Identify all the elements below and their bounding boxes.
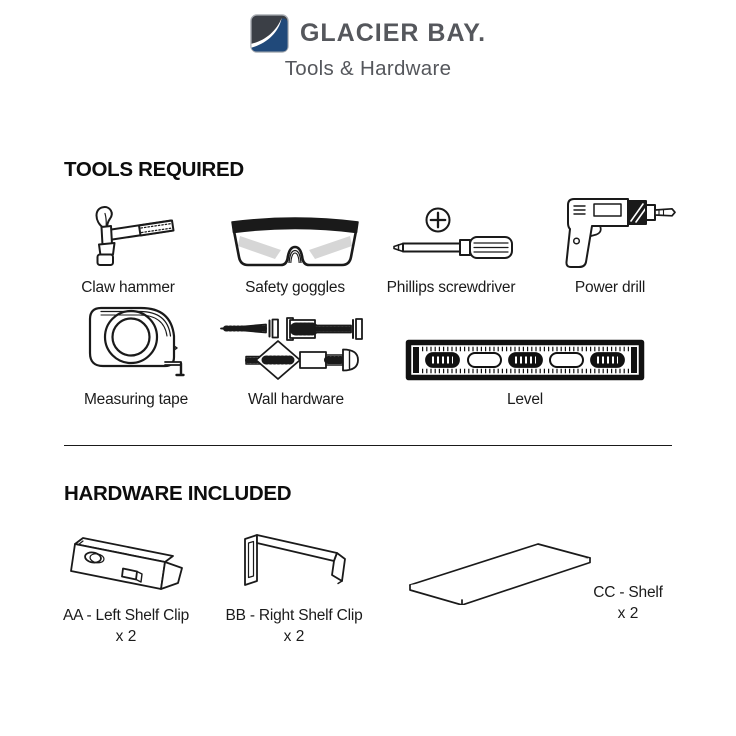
tool-safety-goggles [222,196,368,297]
tool-label: Safety goggles [245,279,345,296]
safety-goggles-icon-box [222,196,368,270]
hardware-label: AA - Left Shelf Clip [62,607,190,624]
hardware-qty: x 2 [115,628,137,645]
page-title: Tools & Hardware [284,57,452,80]
section-divider [64,445,672,446]
right-shelf-clip-icon-box [226,530,362,598]
tool-label: Phillips screwdriver [386,279,516,296]
claw-hammer-icon-box [70,196,186,270]
tool-label: Claw hammer [81,279,175,296]
glacier-bay-logo-icon [250,14,289,53]
tool-wall-hardware [216,300,376,409]
hardware-qty: x 2 [283,628,305,645]
tool-measuring-tape [80,300,192,409]
tool-label: Level [506,391,544,408]
tool-label: Wall hardware [248,391,344,408]
wall-hardware-icon-box [216,300,376,382]
hardware-right-shelf-clip [226,530,362,646]
right-shelf-clip-icon [231,531,357,597]
left-shelf-clip-icon-box [58,530,194,598]
hardware-included-heading: HARDWARE INCLUDED [64,482,292,505]
tool-power-drill [543,196,677,297]
tools-required-heading: TOOLS REQUIRED [64,158,244,181]
tool-level [402,300,648,409]
level-icon [405,338,645,382]
hardware-shelf [402,538,598,606]
wall-hardware-icon [217,312,375,382]
tool-phillips-screwdriver [385,196,517,297]
power-drill-icon-box [543,196,677,270]
tool-claw-hammer [70,196,186,297]
hardware-label: CC - Shelf [593,584,663,601]
shelf-icon-box [402,538,598,606]
power-drill-icon [544,190,676,270]
safety-goggles-icon [225,210,365,270]
measuring-tape-icon-box [80,300,192,382]
level-icon-box [402,300,648,382]
hardware-left-shelf-clip [58,530,194,646]
hardware-qty: x 2 [617,605,639,622]
hardware-label: BB - Right Shelf Clip [225,607,363,624]
hardware-shelf-caption [576,584,680,623]
phillips-screwdriver-icon [388,206,514,270]
brand-row [0,14,736,53]
tool-label: Measuring tape [83,391,189,408]
left-shelf-clip-icon [63,531,189,597]
measuring-tape-icon [83,302,189,382]
claw-hammer-icon [75,204,181,270]
tool-label: Power drill [574,279,646,296]
brand-name: GLACIER BAY. [299,19,487,47]
shelf-icon [405,539,595,605]
phillips-screwdriver-icon-box [385,196,517,270]
